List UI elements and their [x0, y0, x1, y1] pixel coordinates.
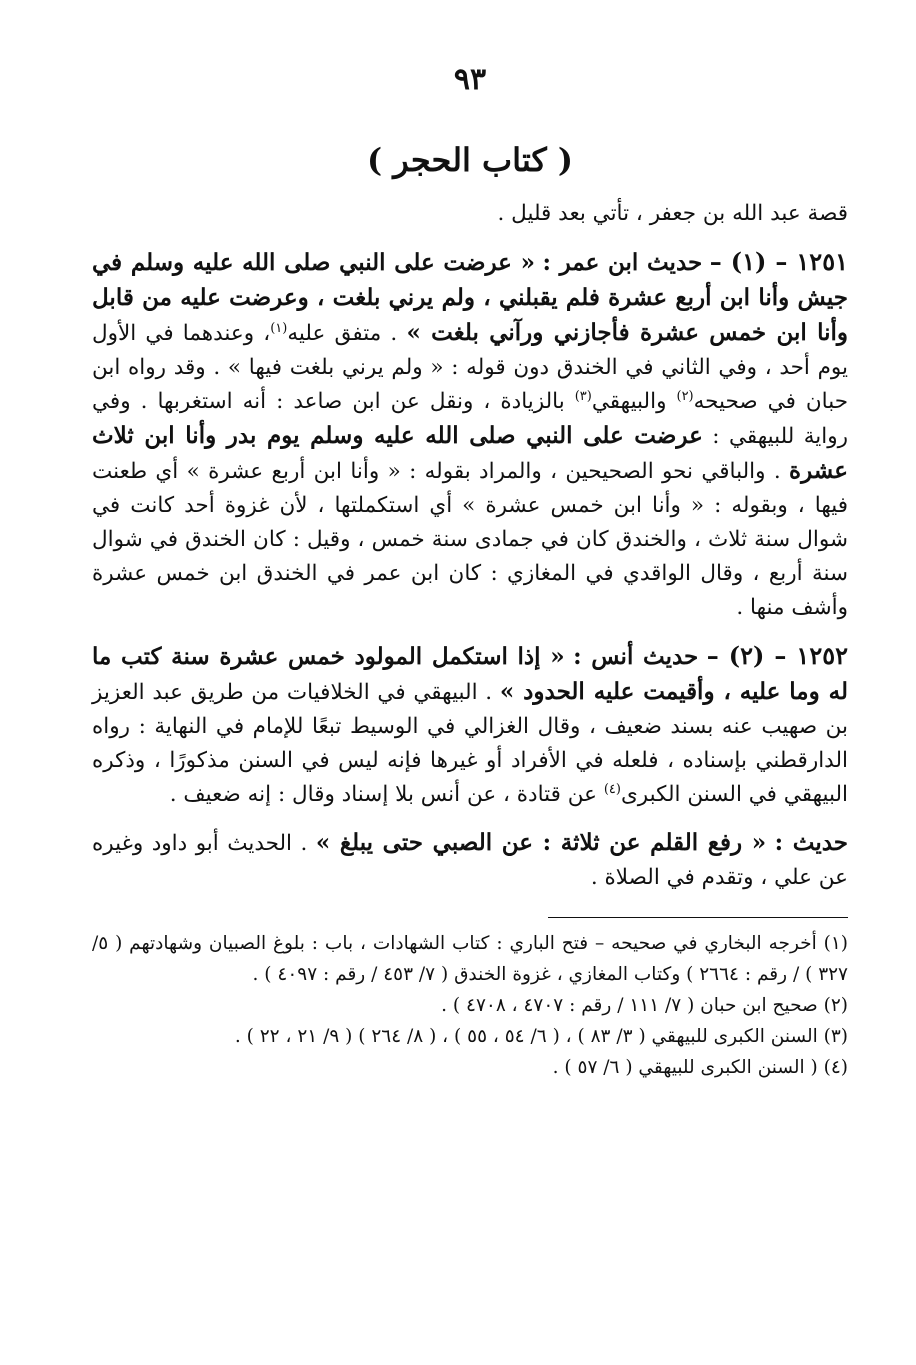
hadith-quote: عرضت على النبي صلى الله عليه وسلم يوم بدر وأنا ابن ثلاث عشرة [92, 422, 848, 484]
hadith-text: . البيهقي في الخلافيات من طريق عبد العزيز بن صهيب عنه بسند ضعيف ، وقال الغزالي في الوسيط تبعًا للإمام في النهاية : رواه الدارقطني بإسناده ، فلعله في الأفراد أو غيرها فإنه ليس في السنن مذكورًا ، وذكره البيهقي في السنن الكبرى [92, 680, 848, 807]
footnote-ref: (٤) [603, 781, 621, 797]
footnote-divider [548, 917, 848, 918]
footnote: (٤) ( السنن الكبرى للبيهقي ( ٦/ ٥٧ ) . [552, 1057, 848, 1078]
intro-paragraph: قصة عبد الله بن جعفر ، تأتي بعد قليل . [497, 201, 848, 226]
hadith-text: . والباقي نحو الصحيحين ، والمراد بقوله : « وأنا ابن أربع عشرة » أي طعنت فيها ، وبقوله : « وأنا ابن خمس عشرة » أي استكملتها ، لأن غزوة أحد كانت في شوال سنة ثلاث ، والخندق كان في جمادى سنة خمس ، وقيل : كان الخندق في شوال سنة أربع ، وقال الواقدي في المغازي : كان ابن عمر في الخندق ابن خمس عشرة وأشف منها . [92, 459, 848, 620]
hadith-number: ١٢٥١ – (١) – [709, 247, 848, 276]
hadith-raf-al-qalam [92, 826, 848, 895]
footnote-ref: (١) [270, 320, 288, 336]
hadith-text: بالزيادة ، ونقل عن ابن صاعد : أنه استغربها . وفي رواية للبيهقي : [92, 389, 848, 449]
footnote: (٣) السنن الكبرى للبيهقي ( ٣/ ٨٣ ) ، ( ٦/ ٥٤ ، ٥٥ ) ، ( ٨/ ٢٦٤ ) ( ٩/ ٢١ ، ٢٢ ) . [234, 1026, 848, 1047]
footnote: (١) أخرجه البخاري في صحيحه – فتح الباري : كتاب الشهادات ، باب : بلوغ الصبيان وشهادتهم ( ٥/ ٣٢٧ ) / رقم : ٢٦٦٤ ) وكتاب المغازي ، غزوة الخندق ( ٧/ ٤٥٣ / رقم : ٤٠٩٧ ) . [92, 933, 848, 985]
footnote-ref: (٢) [676, 388, 694, 404]
hadith-number: ١٢٥٢ – (٢) – [706, 641, 848, 670]
hadith-text: . الحديث أبو داود وغيره عن علي ، وتقدم في الصلاة . [92, 831, 848, 890]
footnote-ref: (٣) [574, 388, 592, 404]
hadith-lead: حديث أنس : [573, 643, 699, 670]
hadith-text: والبيهقي [591, 389, 667, 414]
chapter-title: ( كتاب الحجر ) [366, 141, 574, 179]
hadith-quote: « رفع القلم عن ثلاثة : عن الصبي حتى يبلغ » [315, 829, 767, 856]
hadith-text: . متفق عليه [287, 321, 398, 346]
hadith-quote: « إذا استكمل المولود خمس عشرة سنة كتب ما له وما عليه ، وأقيمت عليه الحدود » [92, 643, 848, 705]
hadith-1251 [92, 245, 848, 625]
hadith-1252 [92, 639, 848, 812]
hadith-lead: حديث : [774, 829, 849, 856]
page-number: ٩٣ [453, 62, 487, 97]
hadith-text: عن قتادة ، عن أنس بلا إسناد وقال : إنه ضعيف . [169, 782, 597, 807]
hadith-text: ، وعندهما في الأول يوم أحد ، وفي الثاني في الخندق دون قوله : « ولم يرني بلغت فيها » . وقد رواه ابن حبان في صحيحه [92, 321, 849, 414]
hadith-quote: « عرضت على النبي صلى الله عليه وسلم في جيش وأنا ابن أربع عشرة فلم يقبلني ، ولم يرني بلغت ، وعرضت عليه من قابل وأنا ابن خمس عشرة فأجازني ورآني بلغت » [92, 249, 849, 346]
footnote: (٢) صحيح ابن حبان ( ٧/ ١١١ / رقم : ٤٧٠٧ ، ٤٧٠٨ ) . [441, 995, 848, 1016]
footnotes [92, 928, 848, 1083]
hadith-lead: حديث ابن عمر : [542, 249, 703, 276]
